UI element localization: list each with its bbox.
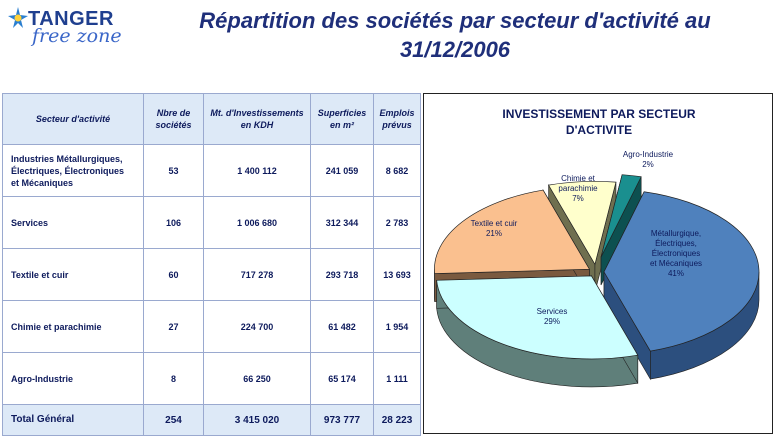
total-jobs: 28 223 [374,405,421,436]
row-invest: 717 278 [204,249,311,301]
logo [6,6,136,48]
row-invest: 1 006 680 [204,197,311,249]
row-invest: 1 400 112 [204,145,311,197]
header-count: Nbre de sociétés [144,94,204,145]
page-title [145,6,765,64]
table-row [3,197,421,249]
investment-pie-chart [423,93,773,434]
pie-slice-label: Agro-Industrie 2% [622,150,674,169]
table-total-row [3,405,421,436]
table-row [3,145,421,197]
row-count: 8 [144,353,204,405]
row-invest: 66 250 [204,353,311,405]
header-jobs: Emplois prévus [374,94,421,145]
row-area: 61 482 [311,301,374,353]
header-invest: Mt. d'Investissements en KDH [204,94,311,145]
row-sector: Textile et cuir [3,249,144,301]
logo-text-tanger: TANGER [28,8,114,30]
pie-slice-label: Services 29% [536,307,568,326]
table-row [3,353,421,405]
header-sector: Secteur d'activité [3,94,144,145]
row-invest: 224 700 [204,301,311,353]
row-sector: Agro-Industrie [3,353,144,405]
pie-svg [424,94,772,433]
sector-table [2,93,421,436]
row-sector: Chimie et parachimie [3,301,144,353]
row-jobs: 2 783 [374,197,421,249]
pie-slice-label: Chimie et parachimie 7% [558,174,598,203]
row-area: 312 344 [311,197,374,249]
table-row [3,301,421,353]
logo-star-icon [6,6,30,30]
row-jobs: 1 954 [374,301,421,353]
row-jobs: 8 682 [374,145,421,197]
total-area: 973 777 [311,405,374,436]
total-invest: 3 415 020 [204,405,311,436]
chart-title: INVESTISSEMENT PAR SECTEUR D'ACTIVITE [502,107,696,137]
total-label: Total Général [3,405,144,436]
row-sector: Industries Métallurgiques, Électriques, Électroniques et Mécaniques [3,145,144,197]
row-area: 241 059 [311,145,374,197]
header-area: Superficies en m² [311,94,374,145]
page-title-line2: 31/12/2006 [399,37,511,62]
logo-text-free-zone: free zone [32,25,122,47]
page-title-line1: Répartition des sociétés par secteur d'activité au [199,8,711,33]
row-area: 65 174 [311,353,374,405]
pie-slice-label: Textile et cuir 21% [470,219,518,238]
pie-slice-label: Métallurgique, Électriques, Électroniques et Mécaniques 41% [649,229,703,278]
row-count: 106 [144,197,204,249]
table-row [3,249,421,301]
row-area: 293 718 [311,249,374,301]
row-count: 27 [144,301,204,353]
row-jobs: 13 693 [374,249,421,301]
row-sector: Services [3,197,144,249]
row-jobs: 1 111 [374,353,421,405]
row-count: 60 [144,249,204,301]
total-count: 254 [144,405,204,436]
table-header-row [3,94,421,145]
row-count: 53 [144,145,204,197]
